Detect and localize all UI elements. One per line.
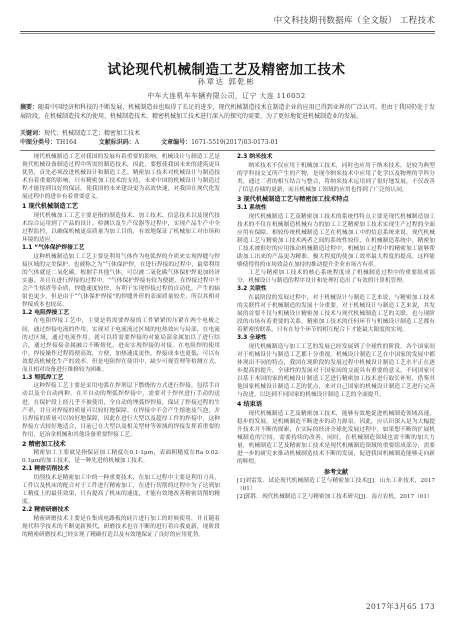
article-authors: 孙章达 郭乾彬 [197, 77, 256, 86]
keywords-text: 现代；机械制造工艺；精密加工技术 [44, 130, 141, 137]
clc-value: TH164 [56, 139, 77, 146]
doc-label: 文献标识码： [98, 139, 135, 146]
section-heading: 4 结束语 [237, 401, 263, 409]
body-paragraph: 精密研磨技术主要是在集成电路板的硅片进行加工的时候使用，并且随着现代科学技术的不断更新换代，研磨技术也在不断的进行着自我更新，现阶段的精密研磨技术已经实现了精确打造以及有效地保证了良好的应用优势。 [22, 515, 220, 538]
keywords-label: 关键词： [20, 130, 45, 137]
right-column [237, 153, 435, 595]
clc-label: 中图分类号： [20, 139, 57, 146]
reference-item: [1]刘雷发．试论现代机械制造工艺与精密加工技术[J]．山东工业技术，2017（01） [237, 477, 435, 492]
abstract-label: 摘要： [20, 104, 39, 111]
intro-paragraph: 现代机械制造工艺对我国的发展有着重要的影响，机械设计与制造工艺是现代机械设备制造过程中所需的制造技术，因此，要想使我国未来的建筑更具优势，首先必须改进机械设计和制造工艺。精密加工技术对机械设计与制造技术有着重要的影响，只有精密加工技术的支持，未来中国的机械设计与制造过程才能得到良好的保证。使我国的未来建设更为高效快速，对我国在现代化发展过程中的进步有着重要意义。 [22, 154, 220, 201]
body-paragraph: 现代机械制造工艺及精密加工技术的系统性特点主要是现代机械制造加工技术的不仅在机械制造机械有力的加工工艺精密加工技术实现生产过程的全面应用有保障，相较传统机械制造工艺在机械加工中的信息系统来说，现代机械制造工艺与精密加工技术两者之间的系统性较佳，在机械制造系统中，精密加工技术被很好的应用推动机械制造过程中，机械加工过程中的精密加工能够帮助加工出来的产品更为精准。极大程度的使加工效率最大程度的提高，这样能够使得得的市场效益在加持的推动提升企业市场占有率。 [237, 213, 435, 269]
section-heading: 2 精密加工技术 [22, 440, 66, 448]
doi-value: 1671-5519(2017)03-0173-01 [191, 139, 279, 146]
meta-rule [20, 150, 435, 151]
subsection-heading: 1.1 “气体保护焊接工艺 [22, 244, 85, 251]
keywords [20, 130, 435, 139]
left-column [22, 153, 220, 595]
subsection-heading: 2.1 精密切削技术 [22, 466, 70, 473]
section-heading: 3 现代机械制造工艺与精密加工技术特点 [237, 195, 349, 203]
subsection-heading: 3.1 系统性 [237, 205, 267, 212]
header-rule-thin [20, 33, 435, 34]
subsection-heading: 3.3 全球性 [237, 335, 267, 342]
body-paragraph: 在最阶段的发展过程中，对于机械设计与制造工艺来说，与精密加工技术的关联性对于机械制造的发展十分重要，对于机械设计与制造工艺来说，其发展的首要不仅与机械设计精密加工技术与现代机械制造工艺的关联，也与现阶段的市场有着重要的关系，精密加工技术的任何环节与机械设计制造工艺都有着紧密的联系，只有在每个环节的相互配合下才能最大限度的实现。 [237, 294, 435, 334]
article-affiliation: 中车大连机车车辆有限公司，辽宁 大连 116052 [147, 92, 306, 100]
doc-code [99, 139, 139, 148]
clc-number [20, 139, 77, 148]
body-paragraph: 在电阻焊接工艺中，主要是将需要焊接的工件紧紧的压紧在两个电极之间，通过焊接电流的作用，实现对于电流流过区域的电热效应与局部，在电流的过区域，通过电流作用，就可以将需要焊接的对象局部金属加以了进行结合，通过焊接接金属融合不断熔化，进而实现焊接的对接。在电阻焊的使用中，焊接操作过程简便高效，方便，加热速度更快，焊接成本也更低，可以有效提高机械化生产的效率。但是电阻焊在使用中，缺少可视管理等检测方式，而且相对设备进行维修较为困难。 [22, 318, 220, 373]
body-paragraph: 切削技术是精密加工中的一种重要技术，在加工过程中主要是利用刀具，工件以及机床的配合对于工件进行精密加工，在进行切削的过程中为了达到加工精度上的最佳效果，只有提高了机床的速度，才能有效地改善精密切削的精度。 [22, 474, 220, 506]
body-paragraph: 纳米技术不仅应用于机械加工技术，同时也应用于纳米技术。是较为典型的学科间交叉所产生的产物，是现今纳米技术中应用了化学以及物理的学科分类，通过二者的相互结合与整合，将纳米技术运用到了很好地发展，不仅改善了信息存储的更新，而且机械加工领域的应用也得到了广泛的认同。 [237, 162, 435, 193]
header-rule [20, 31, 435, 32]
article-meta [20, 139, 435, 148]
doi-label: 文章编号： [161, 139, 192, 146]
body-paragraph: 精密加工主要就是指保证加工精度在0.1-1μm，表面粗糙度在Ra 0.02-0.1μm的加工技术，是一种先进的机械加工技术。 [22, 450, 220, 465]
body-paragraph: 这种机械制造加工工艺主要是利用气体作为电弧焊的介质来实现焊缝与焊接区域的完美保护。也被称之为“气体保护焊，在进行焊接的过程中，最常利用的气体就是二氧化碳。根据手其他气体，可以被二氧化碳气体保护焊更加经济实惠，并且在进行焊接的过程中。“气体保护焊接有较为便捷、在焊接过程中不会产生熔渣等杂质，焊缝速度较快，有利于实现焊接过程的自动化。产生的辐射也更少，但是由于“气体保护焊接”的焊缝外形的表面质量较差，所以其相对焊接成本也较高。 [22, 253, 220, 308]
subsection-heading: 1.2 电阻焊接工艺 [22, 309, 70, 316]
journal-header: 中文科技期刊数据库（全文版） 工程技术 [273, 16, 435, 26]
article-number [161, 139, 278, 148]
body-paragraph: 现代机械制造与加工工艺的发展已经发展到了全球性的阶段，各个国家间对于机械设计与制造工艺都十分重视。机械设计制造工艺在中国家的发展中都体现出不同的特点，我国在现阶段的发展过程中机械设计制造工艺水平正在逐步提高的提升，全球性的发展对于国家间的交流具有重要的意义，不同国家可以基于本国的家的机械设计制造工艺进行精密加工技术进行取长补短，借鉴其他国家机械设计制造工艺的优点，来对自己国家的机械设计制造工艺进行完善与改进，以达到不同国家的机械设计制造工艺的全面提升。 [237, 343, 435, 398]
references-title: 参考文献 [323, 468, 348, 476]
body-paragraph: 工艺与精密加工技术的核心系统程度成了机械制造过程中的重要组成部分，机械设计与制造的程序设计和处理打造出了有效的计算机管理。 [237, 270, 435, 285]
doc-value: A [134, 139, 140, 146]
abstract-text: 随着中国经济和科技的不断发展，机械制造业也取得了长足的进步，现代机械制造技术在制造企业的应用已得到业界的广泛认可。但由于我国仍处于发展阶段，在机械制造技术的使用、机械制造技术、精密机械加工技术进行深入的探究的需要，为了更好地促进机械制造业的发展。 [20, 104, 435, 120]
subsection-heading: 2.2 精密研磨技术 [22, 507, 70, 514]
abstract [20, 104, 435, 121]
subsection-heading: 2.3 纳米技术 [237, 154, 273, 160]
section-heading: 1 现代机械制造工艺 [22, 203, 78, 211]
body-paragraph: 这种焊接工艺主要是采用电弧在焊剂层下燃烧的方式进行焊接，包括手自动以及全自动两种。在半自动的埋弧焊焊接中，需要对于焊丝进行手动的送进，在保护段上经几乎不被使用，全自动的埋弧焊焊接，保证了焊接过程的生产率，并且对焊接的质量可以较好地保障。在焊接中不会产生熔池及气泡，并且焊接的质量可以较好地保障，因此在进行大型以及超厚工件的焊接中，这种焊接方式较好地适合，目前已在大型以及相关型材等领域的焊接发挥着重要的作用，是冶金机械和其他设备重要焊接工艺。 [22, 383, 220, 438]
subsection-heading: 3.2 关联性 [237, 286, 267, 293]
page-footer: 2017年3月65 173 [365, 602, 435, 611]
subsection-heading: 1.3 埋弧焊工艺 [22, 374, 64, 381]
body-paragraph: 现代机械加工工艺主要是指的制造技术、加工技术、信息技术以及现代技术综合运用到了产品的设计、检测以及生产仪器等过程中，实现产品生产中全过程监控，以确保机械更高质量为加工目的，有效地保证了机械加工对市场和环境的适应。 [22, 212, 220, 243]
reference-item: [2]郭胜．现代机械制造工艺与精密加工技术研究[J]．南方农机，2017（01） [237, 493, 433, 500]
article-title: 试论现代机械制造工艺及精密加工技术 [107, 62, 346, 78]
body-paragraph: 现代机械制造工艺及精密加工技术，能够有效地促进机械制造领域高速、稳步的发展，是机械制造不断进步的动力源泉。因此，应认识深入是为大幅提升技术并不断的探索，在实际的经济全球化发展过程中，如果想不断的扩展机械制造的空间，需要持续的改善，同时，在机械制造领域也需不断的加大力量，机械制造工艺及精密加工技术是现代机械制造领域的重要组成部分，需要进一步的研究来推动机械制造技术不断的发展，促进我国机械制造能够走向新的辉煌。 [237, 410, 435, 465]
